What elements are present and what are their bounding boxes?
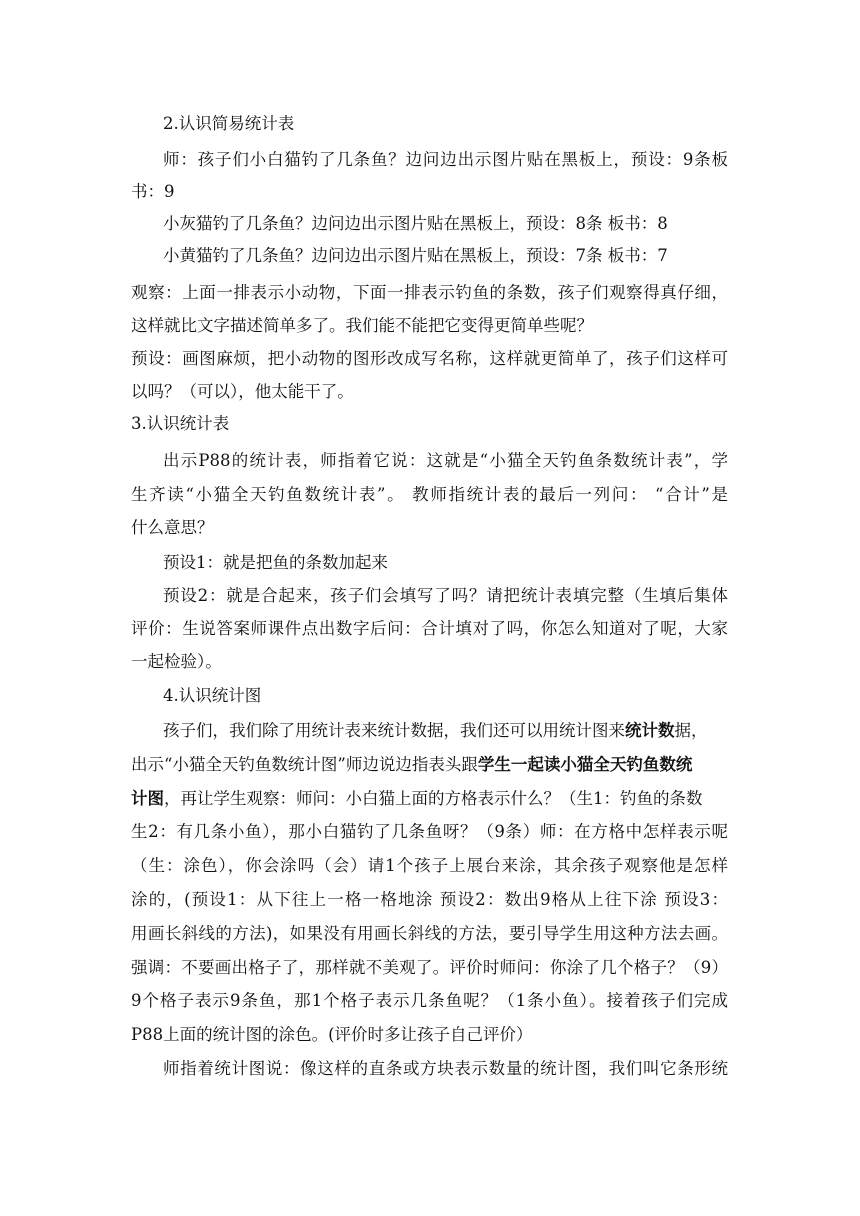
text-run: 出示“小猫全天钓鱼数统计图”师边说边指表头跟 bbox=[131, 755, 478, 774]
paragraph-line: 观察：上面一排表示小动物，下面一排表示钓鱼的条数，孩子们观察得真仔细， bbox=[131, 283, 728, 302]
paragraph-line: P88上面的统计图的涂色。(评价时多让孩子自己评价） bbox=[131, 1025, 533, 1044]
paragraph-line: 这样就比文字描述简单多了。我们能不能把它变得更简单些呢？ bbox=[131, 316, 593, 335]
paragraph-line: 生齐读“小猫全天钓鱼数统计表”。 教师指统计表的最后一列问： “合计”是 bbox=[131, 485, 728, 504]
paragraph-line: 师：孩子们小白猫钓了几条鱼？边问边出示图片贴在黑板上，预设：9条板 bbox=[163, 150, 728, 169]
paragraph-line: 用画长斜线的方法)，如果没有用画长斜线的方法，要引导学生用这种方法去画。 bbox=[131, 924, 728, 943]
paragraph-line: 评价：生说答案师课件点出数字后问：合计填对了吗，你怎么知道对了呢，大家 bbox=[131, 619, 728, 638]
paragraph-line bbox=[131, 789, 728, 809]
paragraph-line: 小灰猫钓了几条鱼？边问边出示图片贴在黑板上，预设：8条 板书：8 bbox=[163, 214, 668, 233]
paragraph-line: 9个格子表示9条鱼，那1个格子表示几条鱼呢？（1条小鱼）。接着孩子们完成 bbox=[131, 991, 728, 1010]
paragraph-line: 生2：有几条小鱼），那小白猫钓了几条鱼呀？（9条）师：在方格中怎样表示呢 bbox=[131, 822, 728, 841]
paragraph-line bbox=[163, 721, 728, 741]
paragraph-line: 预设2：就是合起来，孩子们会填写了吗？请把统计表填完整（生填后集体 bbox=[163, 586, 728, 605]
heading-simple-table: 2.认识简易统计表 bbox=[163, 114, 295, 133]
paragraph-line: 强调：不要画出格子了，那样就不美观了。评价时师问：你涂了几个格子？（9） bbox=[131, 958, 728, 977]
paragraph-line: 以吗？（可以），他太能干了。 bbox=[131, 382, 354, 401]
paragraph-line: 预设1：就是把鱼的条数加起来 bbox=[163, 553, 388, 572]
paragraph-line: 一起检验）。 bbox=[131, 652, 222, 671]
text-run: 据， bbox=[674, 721, 708, 740]
text-run: ，再让学生观察：师问：小白猫上面的方格表示什么？（生1：钓鱼的条数 bbox=[164, 789, 703, 808]
bold-text-run: 计图 bbox=[131, 789, 164, 808]
heading-chart: 4.认识统计图 bbox=[163, 686, 262, 705]
paragraph-line: 出示P88的统计表，师指着它说：这就是“小猫全天钓鱼条数统计表”，学 bbox=[163, 451, 728, 470]
text-run: 孩子们，我们除了用统计表来统计数据，我们还可以用统计图来 bbox=[163, 721, 625, 740]
paragraph-line bbox=[131, 755, 728, 775]
bold-text-run: 统计数 bbox=[625, 721, 675, 740]
paragraph-line: 小黄猫钓了几条鱼？边问边出示图片贴在黑板上，预设：7条 板书：7 bbox=[163, 246, 668, 265]
paragraph-line: 什么意思？ bbox=[131, 518, 214, 537]
paragraph-line: 书：9 bbox=[131, 182, 175, 201]
paragraph-line: 预设：画图麻烦，把小动物的图形改成写名称，这样就更简单了，孩子们这样可 bbox=[131, 349, 728, 368]
paragraph-line: 师指着统计图说：像这样的直条或方块表示数量的统计图，我们叫它条形统 bbox=[163, 1059, 728, 1078]
heading-table: 3.认识统计表 bbox=[131, 414, 230, 433]
paragraph-line: （生：涂色），你会涂吗（会）请1个孩子上展台来涂，其余孩子观察他是怎样 bbox=[131, 856, 728, 875]
paragraph-line: 涂的，(预设1：从下往上一格一格地涂 预设2：数出9格从上往下涂 预设3： bbox=[131, 890, 728, 909]
bold-text-run: 学生一起读小猫全天钓鱼数统 bbox=[477, 755, 693, 774]
